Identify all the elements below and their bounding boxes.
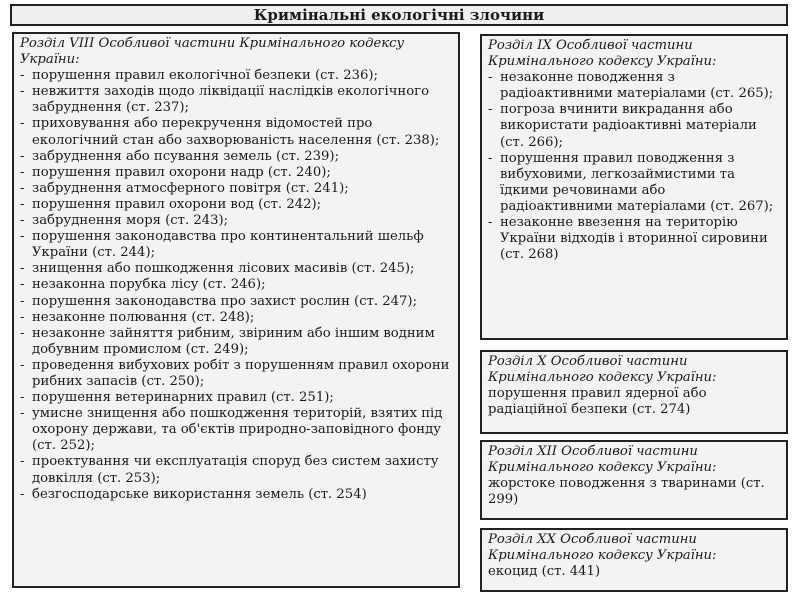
list-item: - забруднення атмосферного повітря (ст. 241); <box>20 181 452 197</box>
section-xx-text: екоцид (ст. 441) <box>488 564 601 580</box>
section-ix-heading: Розділ IX Особливої частини Кримінального кодексу України: <box>488 38 717 70</box>
list-item: - незаконне зайняття рибним, звіриним або іншим водним добувним промислом (ст. 249); <box>20 326 452 358</box>
section-viii-list <box>20 68 452 503</box>
list-item: - незаконне ввезення на територію України відходів і вторинної сировини (ст. 268) <box>488 215 780 263</box>
section-xii-text: жорстоке поводження з тваринами (ст. 299) <box>488 476 765 508</box>
list-item: - порушення правил охорони надр (ст. 240); <box>20 165 452 181</box>
section-x-text: порушення правил ядерної або радіаційної безпеки (ст. 274) <box>488 386 707 418</box>
list-item: - забруднення або псування земель (ст. 239); <box>20 149 452 165</box>
list-item: - невжиття заходів щодо ліквідації наслідків екологічного забруднення (ст. 237); <box>20 84 452 116</box>
list-item: - порушення законодавства про континентальний шельф України (ст. 244); <box>20 229 452 261</box>
list-item: - незаконна порубка лісу (ст. 246); <box>20 277 452 293</box>
list-item: - порушення правил поводження з вибуховими, легкозаймистими та їдкими речовинами або радіоактивними матеріалами (ст. 267); <box>488 151 780 215</box>
section-viii-heading: Розділ VIII Особливої частини Кримінального кодексу України: <box>20 36 405 68</box>
diagram-title: Кримінальні екологічні злочини <box>10 4 788 26</box>
section-viii-box <box>12 32 460 588</box>
list-item: - приховування або перекручення відомостей про екологічний стан або захворюваність населення (ст. 238); <box>20 116 452 148</box>
list-item: - безгосподарське використання земель (ст. 254) <box>20 487 452 503</box>
list-item: - порушення правил охорони вод (ст. 242); <box>20 197 452 213</box>
section-ix-list <box>488 70 780 263</box>
list-item: - забруднення моря (ст. 243); <box>20 213 452 229</box>
list-item: - проектування чи експлуатація споруд без систем захисту довкілля (ст. 253); <box>20 454 452 486</box>
section-xii-box <box>480 440 788 520</box>
list-item: - порушення законодавства про захист рослин (ст. 247); <box>20 294 452 310</box>
list-item: - знищення або пошкодження лісових масивів (ст. 245); <box>20 261 452 277</box>
section-xx-heading: Розділ ХХ Особливої частини Кримінального кодексу України: <box>488 532 717 564</box>
list-item: - порушення правил екологічної безпеки (ст. 236); <box>20 68 452 84</box>
list-item: - погроза вчинити викрадання або використати радіоактивні матеріали (ст. 266); <box>488 102 780 150</box>
section-ix-box <box>480 34 788 340</box>
section-xx-box <box>480 528 788 592</box>
section-xii-heading: Розділ ХІІ Особливої частини Кримінального кодексу України: <box>488 444 717 476</box>
list-item: - умисне знищення або пошкодження територій, взятих під охорону держави, та об'єктів природно-заповідного фонду (ст. 252); <box>20 406 452 454</box>
section-x-box <box>480 350 788 434</box>
list-item: - незаконне поводження з радіоактивними матеріалами (ст. 265); <box>488 70 780 102</box>
list-item: - порушення ветеринарних правил (ст. 251); <box>20 390 452 406</box>
section-x-heading: Розділ Х Особливої частини Кримінального кодексу України: <box>488 354 717 386</box>
list-item: - проведення вибухових робіт з порушенням правил охорони рибних запасів (ст. 250); <box>20 358 452 390</box>
list-item: - незаконне полювання (ст. 248); <box>20 310 452 326</box>
